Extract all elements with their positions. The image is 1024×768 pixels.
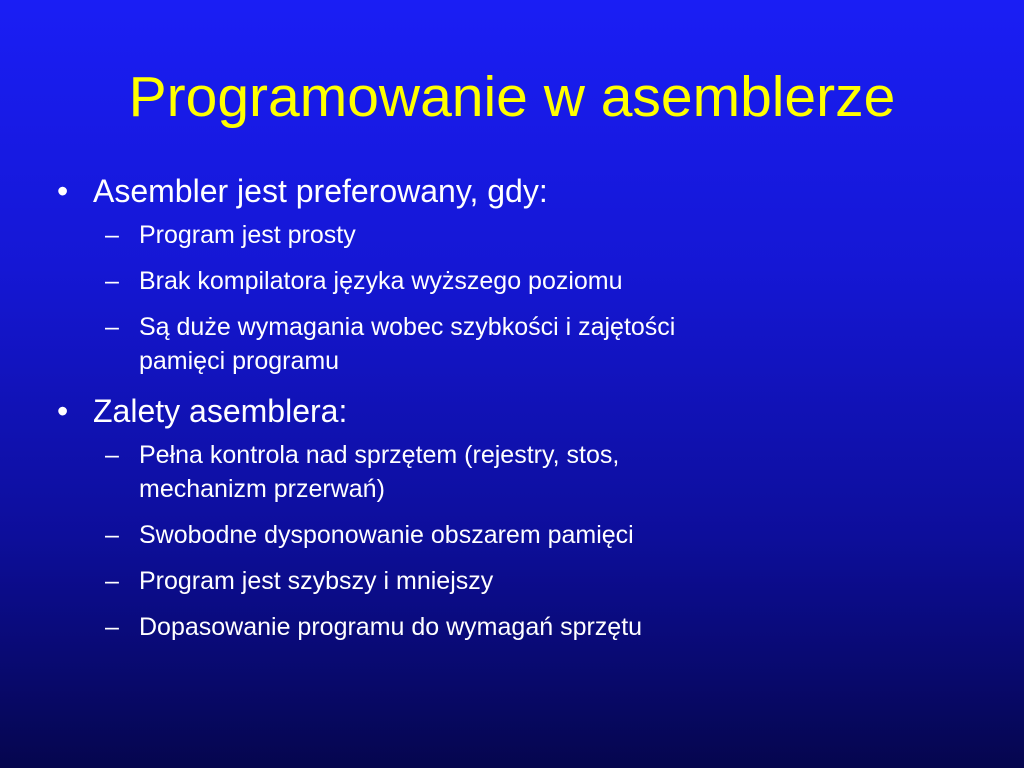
sub-item-text: Program jest prosty bbox=[139, 221, 356, 249]
sub-item-text-continued: pamięci programu bbox=[139, 347, 340, 375]
sub-list bbox=[57, 218, 957, 378]
slide-title: Programowanie w asemblerze bbox=[128, 65, 896, 129]
sub-item bbox=[57, 218, 957, 252]
dash-icon: – bbox=[105, 521, 119, 549]
sub-item-text: Brak kompilatora języka wyższego poziomu bbox=[139, 267, 623, 295]
dash-icon: – bbox=[105, 567, 119, 595]
sub-item-text: Są duże wymagania wobec szybkości i zajętości bbox=[139, 313, 676, 341]
dash-icon: – bbox=[105, 313, 119, 341]
sub-item bbox=[57, 610, 957, 644]
sub-item bbox=[57, 518, 957, 552]
sub-item bbox=[57, 310, 957, 378]
sub-item-text-continued: mechanizm przerwań) bbox=[139, 475, 385, 503]
bullet-item bbox=[57, 390, 957, 432]
dash-icon: – bbox=[105, 613, 119, 641]
bullet-item bbox=[57, 170, 957, 212]
bullet-icon: • bbox=[57, 173, 69, 209]
bullet-text: Zalety asemblera: bbox=[93, 393, 348, 429]
dash-icon: – bbox=[105, 221, 119, 249]
slide-content bbox=[57, 166, 957, 656]
sub-list bbox=[57, 438, 957, 644]
dash-icon: – bbox=[105, 267, 119, 295]
dash-icon: – bbox=[105, 441, 119, 469]
sub-item bbox=[57, 564, 957, 598]
sub-item bbox=[57, 438, 957, 506]
sub-item-text: Pełna kontrola nad sprzętem (rejestry, stos, bbox=[139, 441, 620, 469]
sub-item-text: Swobodne dysponowanie obszarem pamięci bbox=[139, 521, 634, 549]
bullet-text: Asembler jest preferowany, gdy: bbox=[93, 173, 548, 209]
sub-item-text: Program jest szybszy i mniejszy bbox=[139, 567, 494, 595]
bullet-icon: • bbox=[57, 393, 69, 429]
sub-item bbox=[57, 264, 957, 298]
sub-item-text: Dopasowanie programu do wymagań sprzętu bbox=[139, 613, 643, 641]
